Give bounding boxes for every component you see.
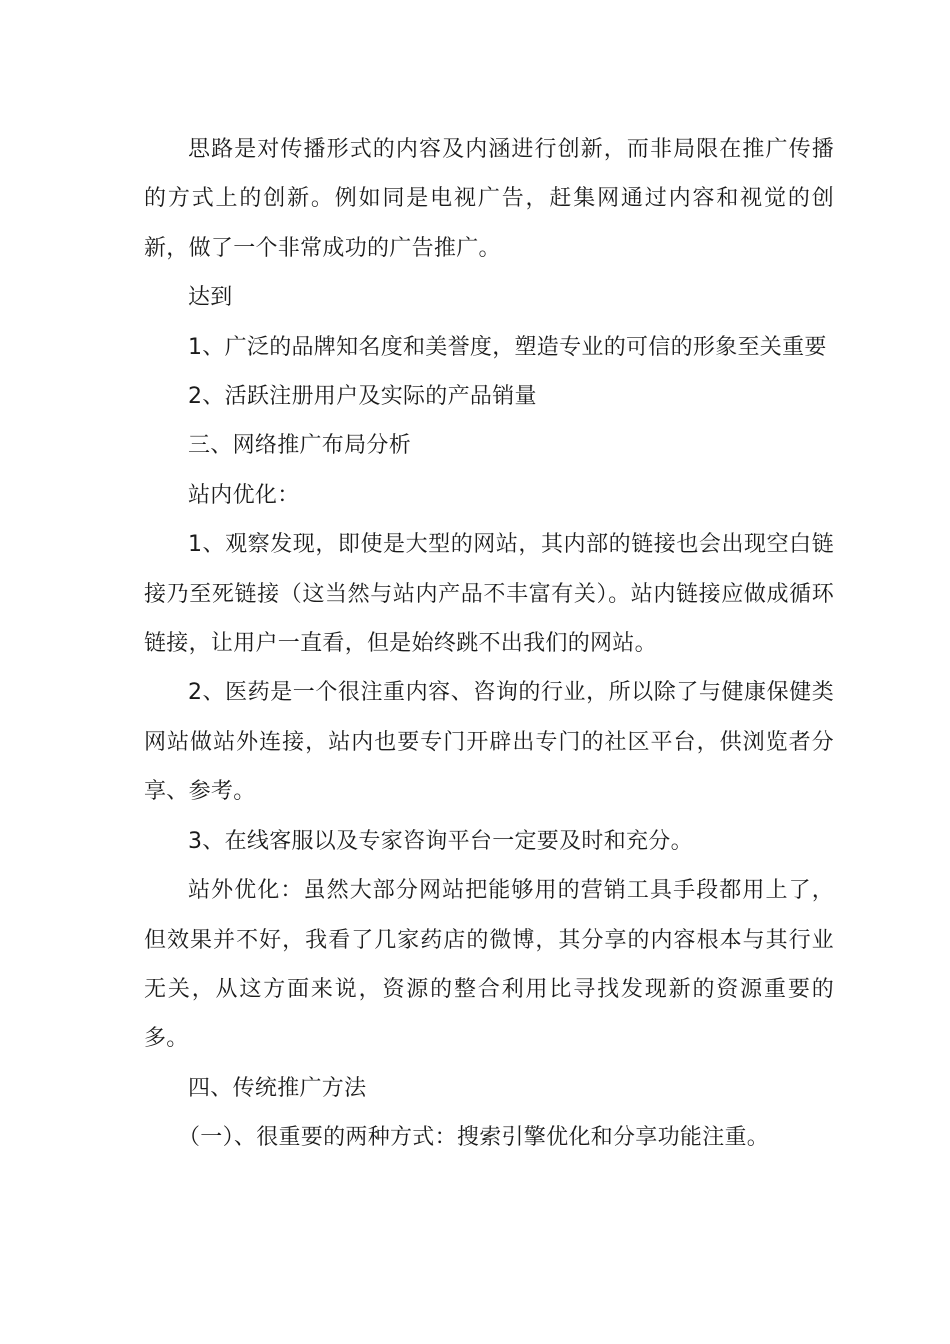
paragraph-onsite-2: 2、医药是一个很注重内容、咨询的行业，所以除了与健康保健类网站做站外连接，站内也要专门开辟出专门的社区平台，供浏览者分享、参考。 — [144, 680, 834, 805]
section-heading-layout-analysis: 三、网络推广布局分析 — [188, 433, 412, 459]
paragraph-onsite-heading: 站内优化： — [188, 482, 300, 508]
paragraph-onsite-3: 3、在线客服以及专家咨询平台一定要及时和充分。 — [188, 828, 693, 854]
paragraph-goal-1: 1、广泛的品牌知名度和美誉度，塑造专业的可信的形象至关重要 — [188, 334, 827, 360]
section-heading-traditional-methods: 四、传统推广方法 — [188, 1075, 367, 1101]
document-body — [144, 125, 834, 1163]
paragraph-offsite: 站外优化：虽然大部分网站把能够用的营销工具手段都用上了，但效果并不好，我看了几家药店的微博，其分享的内容根本与其行业无关，从这方面来说，资源的整合利用比寻找发现新的资源重要的多。 — [144, 878, 834, 1052]
paragraph-onsite-1: 1、观察发现，即使是大型的网站，其内部的链接也会出现空白链接乃至死链接（这当然与站内产品不丰富有关）。站内链接应做成循环链接，让用户一直看，但是始终跳不出我们的网站。 — [144, 532, 834, 657]
paragraph-goal-2: 2、活跃注册用户及实际的产品销量 — [188, 384, 537, 410]
paragraph-goal-heading: 达到 — [188, 285, 233, 311]
paragraph-two-methods: （一）、很重要的两种方式：搜索引擎优化和分享功能注重。 — [178, 1125, 770, 1151]
paragraph-creative-idea: 思路是对传播形式的内容及内涵进行创新，而非局限在推广传播的方式上的创新。例如同是电视广告，赶集网通过内容和视觉的创新，做了一个非常成功的广告推广。 — [144, 137, 834, 261]
